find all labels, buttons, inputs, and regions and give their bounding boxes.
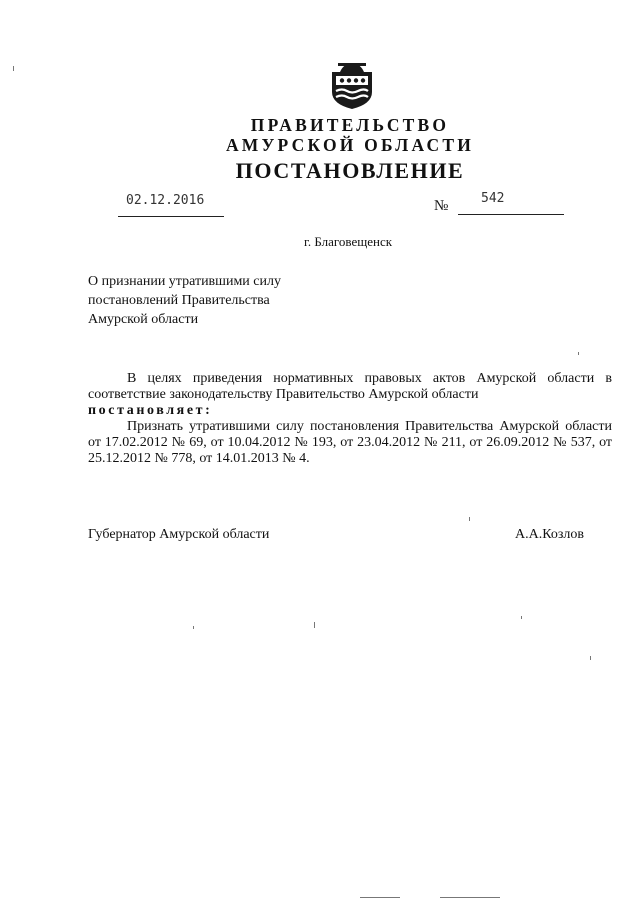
signer-title: Губернатор Амурской области bbox=[88, 527, 270, 542]
org-name-line2: АМУРСКОЙ ОБЛАСТИ bbox=[225, 135, 475, 155]
scan-speck bbox=[521, 616, 522, 619]
date-underline bbox=[118, 216, 224, 217]
document-subject: О признании утратившими силу постановлений Правительства Амурской области bbox=[88, 274, 281, 327]
document-date: 02.12.2016 bbox=[126, 193, 205, 208]
preamble-paragraph: В целях приведения нормативных правовых актов Амурской области в соответствие законодательству Правительство Амурской области bbox=[88, 371, 612, 402]
scan-speck bbox=[469, 517, 470, 521]
signer-name: А.А.Козлов bbox=[515, 527, 584, 542]
number-sign: № bbox=[434, 198, 449, 214]
org-name-line1: ПРАВИТЕЛЬСТВО bbox=[250, 115, 450, 135]
document-body bbox=[88, 371, 612, 467]
resolution-paragraph: Признать утратившими силу постановления Правительства Амурской области от 17.02.2012 № 69, от 10.04.2012 № 193, от 23.04.2012 № 211, от 26.09.2012 № 537, от 25.12.2012 № 778, от 14.01.2013 № 4. bbox=[88, 419, 612, 466]
scan-speck bbox=[314, 622, 315, 628]
decree-word: постановляет: bbox=[88, 403, 213, 418]
scan-speck bbox=[590, 656, 591, 660]
document-type: ПОСТАНОВЛЕНИЕ bbox=[235, 158, 465, 183]
document-number: 542 bbox=[481, 191, 505, 206]
number-underline bbox=[458, 214, 564, 215]
scan-speck bbox=[193, 626, 194, 629]
city: г. Благовещенск bbox=[304, 234, 393, 249]
scan-speck bbox=[440, 897, 500, 898]
coat-of-arms-icon bbox=[330, 60, 374, 110]
scan-speck bbox=[13, 66, 14, 71]
scan-speck bbox=[578, 352, 579, 355]
scan-speck bbox=[360, 897, 400, 898]
